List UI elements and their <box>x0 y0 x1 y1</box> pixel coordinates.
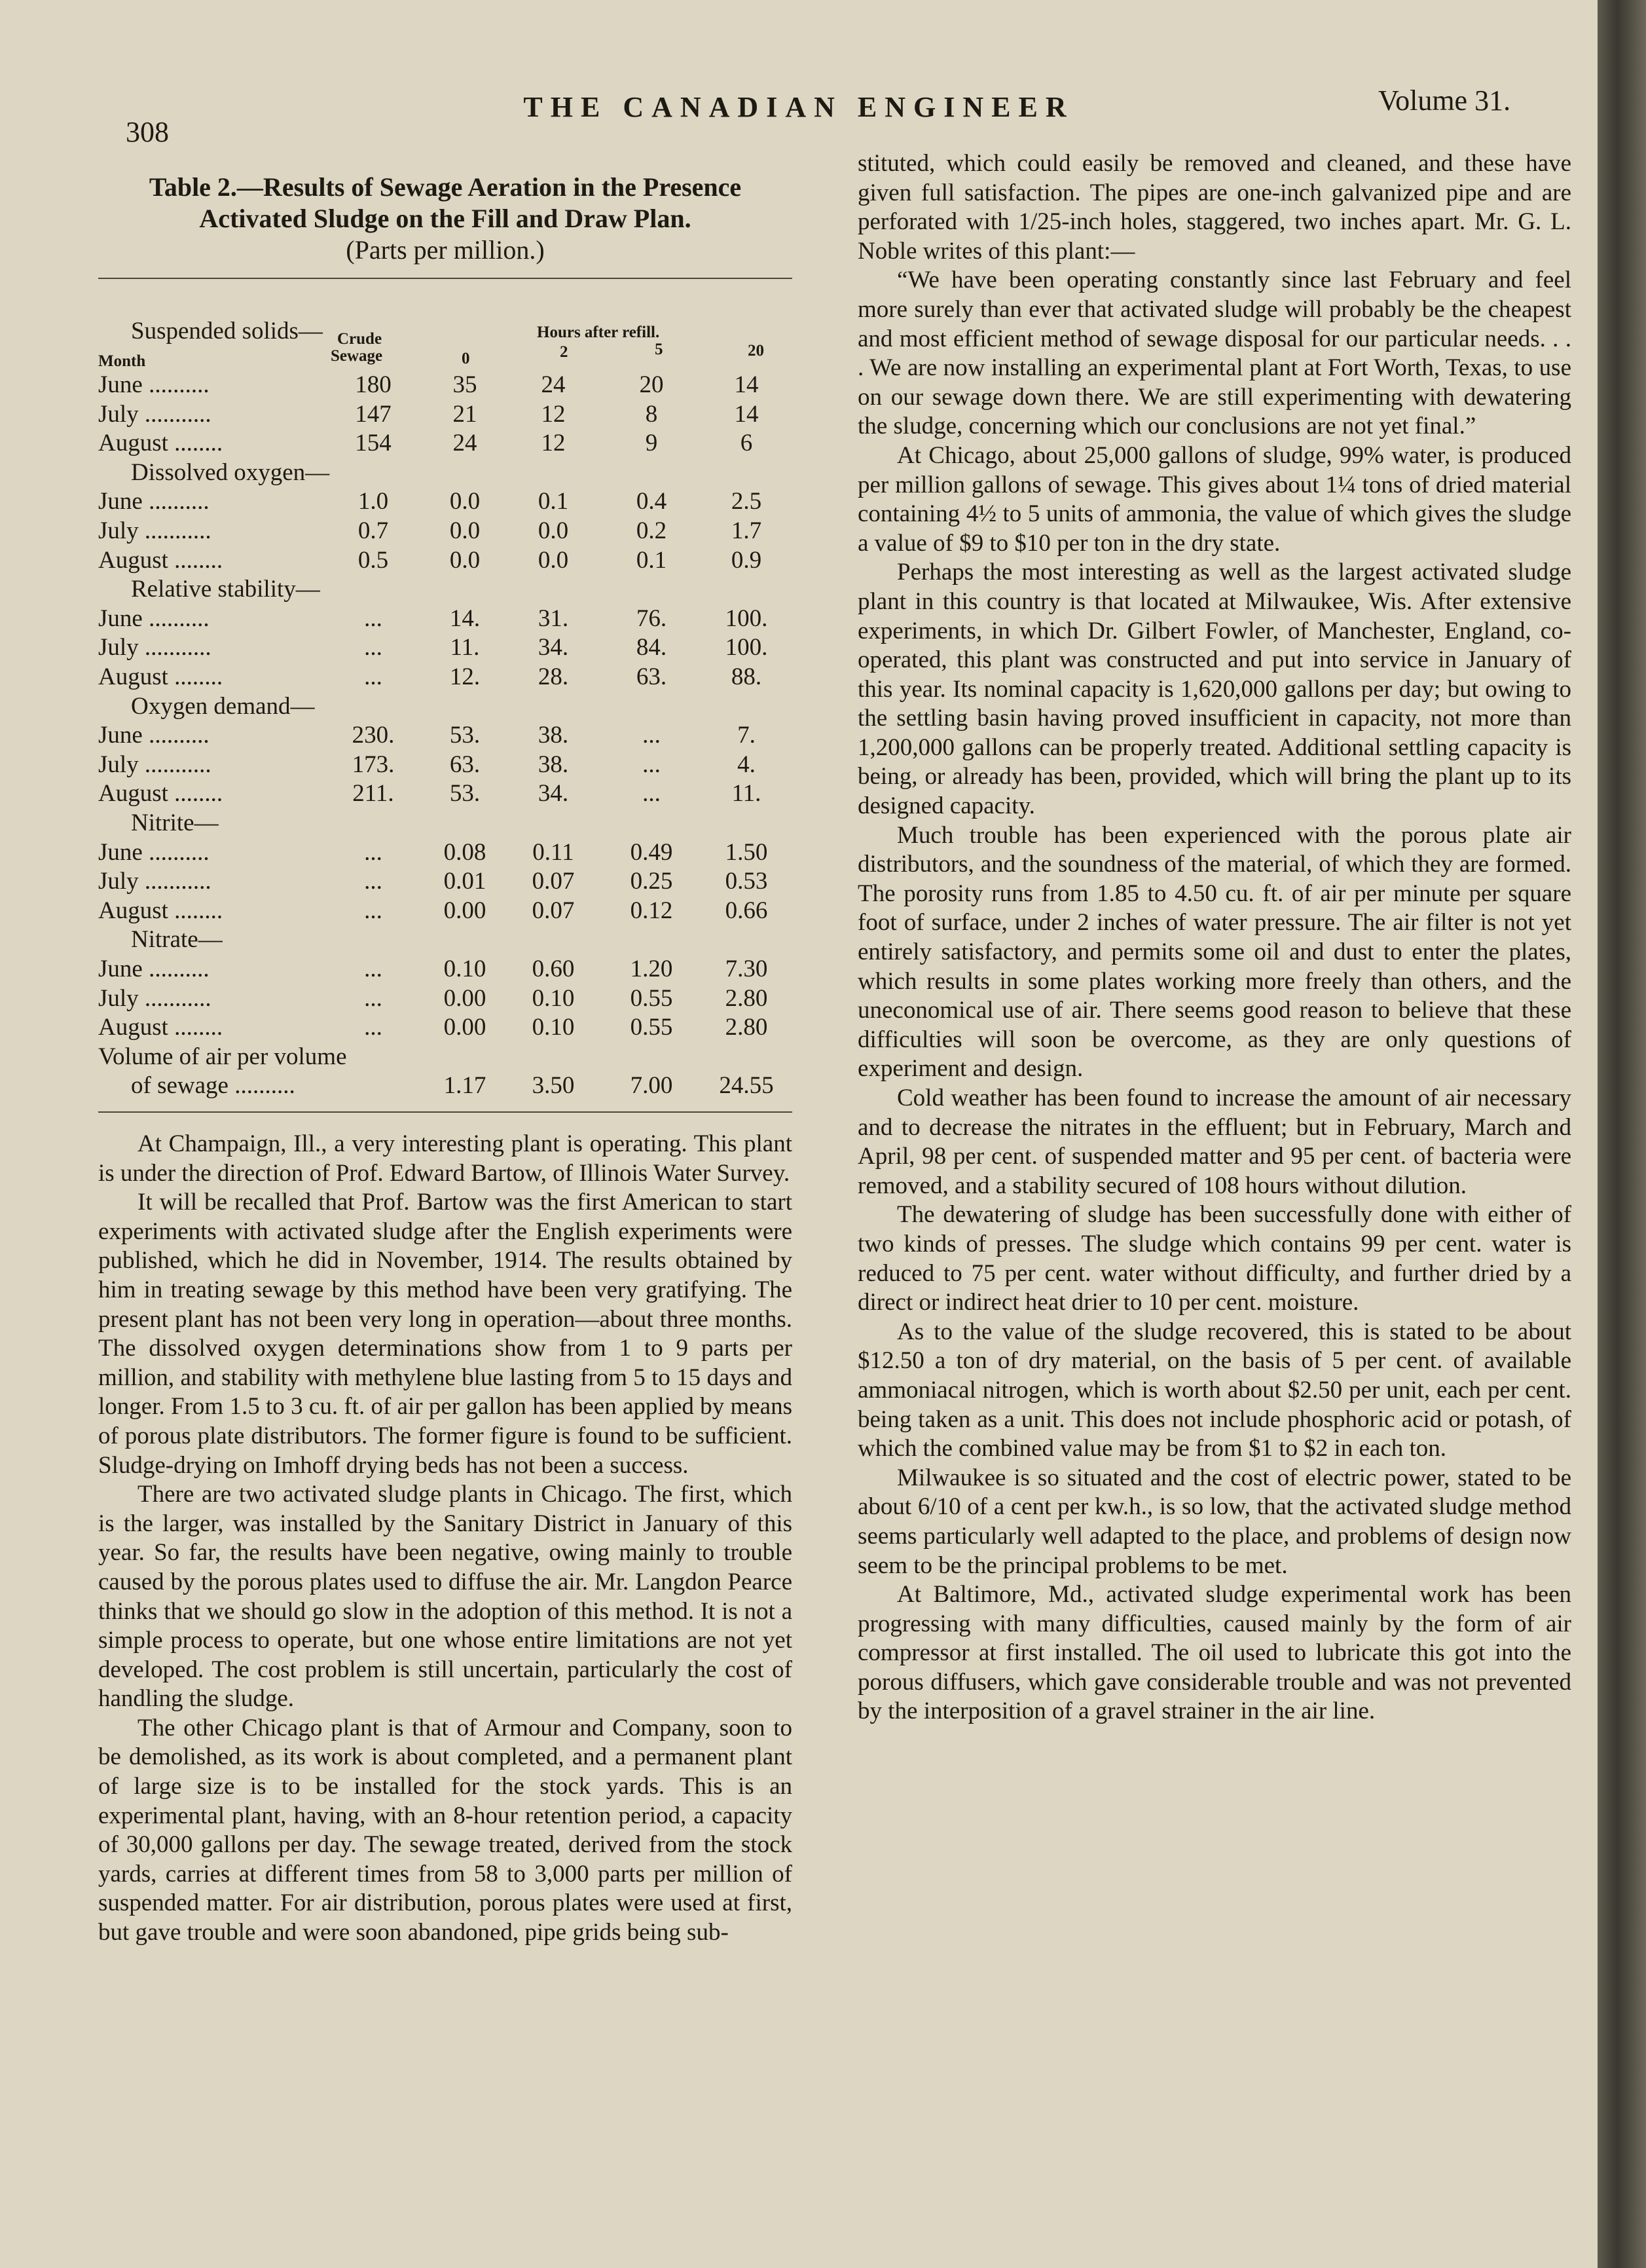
month-cell: July ........... <box>98 868 211 895</box>
right-column <box>858 149 1571 1726</box>
hour-2-cell: 31. <box>538 604 569 632</box>
hour-5-cell: 0.4 <box>636 488 667 515</box>
month-cell: July ........... <box>98 400 211 428</box>
hour-2-cell: 0.0 <box>538 546 569 574</box>
section-title <box>98 809 792 838</box>
hour-5-cell: 63. <box>636 663 667 690</box>
hour-20-cell: 0.53 <box>725 868 768 895</box>
hour-0-cell: 0.0 <box>449 546 481 574</box>
hour-20-cell: 2.5 <box>731 488 762 515</box>
table-row <box>98 429 792 458</box>
header-hour-0: 0 <box>462 350 470 367</box>
hour-0-cell: 0.00 <box>443 1014 486 1041</box>
hour-0-cell: 24 <box>452 430 477 457</box>
paragraph: The dewatering of sludge has been successfully done with either of two kinds of presses. The sludge which contains 99 per cent. water is reduced to 75 per cent. water without difficulty, and further dried by a direct or indirect heat drier to 10 per cent. moisture. <box>858 1201 1571 1316</box>
section-title-text: Oxygen demand— <box>131 692 315 720</box>
header-month: Month <box>98 352 146 370</box>
volume-label: Volume 31. <box>1378 84 1511 117</box>
hour-2-cell: 24 <box>541 371 566 398</box>
hour-0-cell: 14. <box>449 604 481 632</box>
hour-5-cell: 0.55 <box>630 984 673 1012</box>
hour-5-cell: 1.20 <box>630 956 673 982</box>
table-units: (Parts per million.) <box>346 235 545 265</box>
table-row <box>98 867 792 896</box>
hour-5-cell: ... <box>642 780 661 808</box>
hour-20-cell: 1.50 <box>725 838 768 866</box>
air-volume-label-cont: of sewage .......... <box>131 1072 295 1100</box>
header-crude: Crude <box>337 330 382 348</box>
hour-20-cell: 14 <box>734 400 759 428</box>
table-row <box>98 1013 792 1042</box>
hour-2-cell: 38. <box>538 722 569 749</box>
table-row <box>98 663 792 692</box>
hour-20-cell: 14 <box>734 371 759 398</box>
table-row <box>98 955 792 984</box>
month-cell: July ........... <box>98 751 211 778</box>
hour-5-cell: ... <box>642 751 661 778</box>
crude-sewage-cell: 230. <box>352 722 395 749</box>
hour-0-cell: 11. <box>450 634 480 661</box>
paragraph: The other Chicago plant is that of Armour and Company, soon to be demolished, as its work is about completed, and a permanent plant of large size is to be installed for the stock yards. This is an experimental plant, having, with an 8-hour retention period, a capacity of 30,000 gallons per day. The sewage treated, derived from the stock yards, carries at different times from 58 to 3,000 parts per million of suspended matter. For air distribution, porous plates were used at first, but gave trouble and were soon abandoned, pipe grids being sub- <box>98 1714 792 1946</box>
month-cell: July ........... <box>98 517 211 544</box>
hour-5-cell: 0.2 <box>636 517 667 544</box>
crude-sewage-cell: 180 <box>355 371 392 398</box>
hour-20-cell: 11. <box>731 780 761 808</box>
hour-2-cell: 3.50 <box>532 1072 575 1100</box>
hour-5-cell: 0.49 <box>630 838 673 866</box>
hour-20-cell: 7. <box>737 722 756 749</box>
hour-2-cell: 34. <box>538 634 569 661</box>
crude-sewage-cell: ... <box>364 1014 382 1041</box>
hour-20-cell: 1.7 <box>731 517 762 544</box>
hour-0-cell: 0.08 <box>443 838 486 866</box>
left-column <box>98 172 792 1100</box>
month-cell: August ........ <box>98 780 223 808</box>
crude-sewage-cell: ... <box>364 634 382 661</box>
section-title <box>98 458 792 487</box>
hour-5-cell: ... <box>642 722 661 749</box>
table-row <box>98 838 792 867</box>
table-row <box>98 779 792 808</box>
hour-0-cell: 0.00 <box>443 984 486 1012</box>
hour-5-cell: 0.25 <box>630 868 673 895</box>
left-body-text <box>98 1130 792 1948</box>
hour-0-cell: 0.10 <box>443 956 486 982</box>
table-row <box>98 517 792 546</box>
hour-20-cell: 88. <box>731 663 762 690</box>
hour-0-cell: 53. <box>449 722 481 749</box>
section-title-text: Suspended solids— <box>131 318 323 344</box>
paragraph: There are two activated sludge plants in Chicago. The first, which is the larger, was installed by the Sanitary District in January of this year. So far, the results have been negative, owing mainly to trouble caused by the porous plates used to diffuse the air. Mr. Langdon Pearce thinks that we should go slow in the adoption of this method. It is not a simple process to operate, but one whose entire limitations are not yet developed. The cost problem is still uncertain, particularly the cost of handling the sludge. <box>98 1481 792 1713</box>
hour-5-cell: 8 <box>645 400 658 428</box>
page-number: 308 <box>126 116 169 148</box>
book-gutter <box>1598 0 1646 2268</box>
paragraph: Cold weather has been found to increase the amount of air necessary and to decrease the nitrates in the effluent; but in February, March and April, 98 per cent. of suspended matter and 95 per cent. of bacteria were removed, and a stability secured of 108 hours without dilution. <box>858 1085 1571 1199</box>
hour-2-cell: 28. <box>538 663 569 690</box>
section-title-text: Nitrate— <box>131 926 223 954</box>
hour-20-cell: 100. <box>725 634 768 661</box>
crude-sewage-cell: ... <box>364 956 382 982</box>
paragraph: As to the value of the sludge recovered, this is stated to be about $12.50 a ton of dry material, on the basis of 5 per cent. of available ammoniacal nitrogen, which is worth about $2.50 per unit, each per cent. being taken as a unit. This does not include phosphoric acid or potash, of which the combined value may be from $1 to $2 in each ton. <box>858 1318 1571 1462</box>
section-title <box>98 925 792 954</box>
crude-sewage-cell: ... <box>364 868 382 895</box>
paragraph: Perhaps the most interesting as well as the largest activated sludge plant in this country is that located at Milwaukee, Wis. After extensive experiments, in which Dr. Gilbert Fowler, of Manchester, England, co-operated, this plant was constructed and put into service in January of this year. Its nominal capacity is 1,620,000 gallons per day; but owing to the settling basin having proved insufficient in capacity, not more than 1,200,000 gallons can be properly treated. Additional settling capacity is being, or already has been, provided, which will bring the plant up to its designed capacity. <box>858 559 1571 820</box>
crude-sewage-cell: ... <box>364 897 382 924</box>
air-volume-label: Volume of air per volume <box>98 1043 347 1070</box>
header-hour-2: 2 <box>560 343 568 361</box>
crude-sewage-cell: ... <box>364 984 382 1012</box>
crude-sewage-cell: ... <box>364 663 382 690</box>
quoted-paragraph: “We have been operating constantly since last February and feel more surely than ever that activated sludge will probably be the cheapest and most efficient method of sewage disposal for our particular needs. . . . We are now installing an experimental plant at Fort Worth, Texas, to use on our sewage down there. We are still experimenting with dewatering the sludge, concerning which our conclusions are not yet final.” <box>858 267 1571 440</box>
table-title-line2: Activated Sludge on the Fill and Draw Plan. <box>199 204 691 233</box>
section-title <box>98 692 792 721</box>
header-hour-5: 5 <box>655 341 663 358</box>
table-title-line1: Table 2.—Results of Sewage Aeration in the Presence <box>149 172 742 202</box>
hour-2-cell: 0.11 <box>532 838 574 866</box>
hour-0-cell: 1.17 <box>443 1072 486 1100</box>
month-cell: August ........ <box>98 546 223 574</box>
hour-20-cell: 6 <box>740 430 753 457</box>
crude-sewage-cell: 211. <box>352 780 394 808</box>
header-sewage: Sewage <box>331 347 383 365</box>
hour-20-cell: 0.66 <box>725 897 768 924</box>
table-row <box>98 371 792 400</box>
crude-sewage-cell: 0.5 <box>357 546 389 574</box>
crude-sewage-cell: 154 <box>355 430 392 457</box>
hour-20-cell: 100. <box>725 604 768 632</box>
table-row <box>98 721 792 750</box>
month-cell: August ........ <box>98 897 223 924</box>
month-cell: July ........... <box>98 634 211 661</box>
table-row <box>98 487 792 516</box>
hour-5-cell: 0.12 <box>630 897 673 924</box>
hour-20-cell: 24.55 <box>719 1072 774 1100</box>
hour-0-cell: 0.00 <box>443 897 486 924</box>
month-cell: July ........... <box>98 984 211 1012</box>
hour-0-cell: 0.0 <box>449 488 481 515</box>
crude-sewage-cell: 0.7 <box>357 517 389 544</box>
hour-2-cell: 12 <box>541 400 566 428</box>
table-row <box>98 1071 792 1100</box>
hour-0-cell: 0.0 <box>449 517 481 544</box>
hour-5-cell: 0.55 <box>630 1014 673 1041</box>
month-cell: June .......... <box>98 371 210 398</box>
paragraph: At Chicago, about 25,000 gallons of sludge, 99% water, is produced per million gallons of sewage. This gives about 1¼ tons of dried material containing 4½ to 5 units of ammonia, the value of which gives the sludge a value of $9 to $10 per ton in the dry state. <box>858 441 1571 557</box>
crude-sewage-cell: ... <box>364 604 382 632</box>
table-bottom-rule <box>98 1111 792 1113</box>
month-cell: June .......... <box>98 838 210 866</box>
table-row <box>98 751 792 779</box>
table-row <box>98 897 792 925</box>
section-title-text: Nitrite— <box>131 809 219 836</box>
hour-20-cell: 2.80 <box>725 1014 768 1041</box>
hour-0-cell: 53. <box>449 780 481 808</box>
table-caption <box>98 172 792 266</box>
table-row <box>98 400 792 429</box>
paragraph: stituted, which could easily be removed and cleaned, and these have given full satisfaction. The pipes are one-inch galvanized pipe and are perforated with 1/25-inch holes, staggered, two inches apart. Mr. G. L. Noble writes of this plant:— <box>858 150 1571 265</box>
section-title-text: Dissolved oxygen— <box>131 458 330 486</box>
results-table <box>98 279 792 1100</box>
hour-20-cell: 4. <box>737 751 756 778</box>
hour-0-cell: 21 <box>452 400 477 428</box>
month-cell: June .......... <box>98 604 210 632</box>
crude-sewage-cell: 173. <box>352 751 395 778</box>
crude-sewage-cell: ... <box>364 838 382 866</box>
month-cell: August ........ <box>98 1014 223 1041</box>
month-cell: June .......... <box>98 722 210 749</box>
hour-2-cell: 34. <box>538 780 569 808</box>
hour-20-cell: 2.80 <box>725 984 768 1012</box>
hour-2-cell: 0.10 <box>532 984 575 1012</box>
header-hours-after-refill: Hours after refill. <box>537 324 660 341</box>
section-title <box>98 317 792 346</box>
month-cell: August ........ <box>98 430 223 457</box>
hour-2-cell: 12 <box>541 430 566 457</box>
hour-5-cell: 76. <box>636 604 667 632</box>
running-header <box>0 84 1598 148</box>
paragraph: Milwaukee is so situated and the cost of electric power, stated to be about 6/10 of a cent per kw.h., is so low, that the activated sludge method seems particularly well adapted to the place, and problems of design now seem to be the principal problems to be met. <box>858 1464 1571 1579</box>
crude-sewage-cell: 1.0 <box>357 488 389 515</box>
section-title <box>98 575 792 604</box>
table-row <box>98 984 792 1013</box>
hour-2-cell: 0.0 <box>538 517 569 544</box>
hour-20-cell: 0.9 <box>731 546 762 574</box>
header-hour-20: 20 <box>748 342 764 360</box>
hour-2-cell: 0.10 <box>532 1014 575 1041</box>
hour-5-cell: 9 <box>645 430 658 457</box>
hour-2-cell: 38. <box>538 751 569 778</box>
hour-0-cell: 12. <box>449 663 481 690</box>
table-row <box>98 604 792 633</box>
table-row <box>98 546 792 575</box>
paragraph: Much trouble has been experienced with the porous plate air distributors, and the soundness of the material, of which they are formed. The porosity runs from 1.85 to 4.50 cu. ft. of air per minute per square foot of surface, under 2 inches of water pressure. The air filter is not yet entirely satisfactory, and permits some oil and dust to enter the plates, which results in some plates working more freely than others, and the uneconomical use of air. There seems good reason to believe that these difficulties will soon be overcome, as they are only questions of experiment and design. <box>858 821 1571 1083</box>
crude-sewage-cell: 147 <box>355 400 392 428</box>
month-cell: August ........ <box>98 663 223 690</box>
hour-5-cell: 0.1 <box>636 546 667 574</box>
hour-0-cell: 35 <box>452 371 477 398</box>
paragraph: It will be recalled that Prof. Bartow was the first American to start experiments with activated sludge after the English experiments were published, which he did in November, 1914. The results obtained by him in treating sewage by this method have been very gratifying. The present plant has not been very long in operation—about three months. The dissolved oxygen determinations show from 1 to 9 parts per million, and stability with methylene blue lasting from 5 to 15 days and longer. From 1.5 to 3 cu. ft. of air per gallon has been applied by means of porous plate distributors. The former figure is found to be sufficient. Sludge-drying on Imhoff drying beds has not been a success. <box>98 1189 792 1479</box>
hour-5-cell: 84. <box>636 634 667 661</box>
paragraph: At Champaign, Ill., a very interesting plant is operating. This plant is under the direction of Prof. Edward Bartow, of Illinois Water Survey. <box>98 1130 792 1187</box>
hour-0-cell: 0.01 <box>443 868 486 895</box>
journal-title: THE CANADIAN ENGINEER <box>523 91 1074 123</box>
section-title-text: Relative stability— <box>131 576 320 603</box>
paragraph: At Baltimore, Md., activated sludge experimental work has been progressing with many difficulties, caused mainly by the form of air compressor at first installed. The oil used to lubricate this got into the porous diffusers, which gave considerable trouble and was not prevented by the interposition of a gravel strainer in the air line. <box>858 1581 1571 1725</box>
hour-0-cell: 63. <box>449 751 481 778</box>
air-volume-label-row <box>98 1043 792 1071</box>
hour-20-cell: 7.30 <box>725 956 768 982</box>
month-cell: June .......... <box>98 956 210 982</box>
hour-2-cell: 0.60 <box>532 956 575 982</box>
month-cell: June .......... <box>98 488 210 515</box>
hour-2-cell: 0.07 <box>532 868 575 895</box>
hour-5-cell: 7.00 <box>630 1072 673 1100</box>
hour-2-cell: 0.1 <box>538 488 569 515</box>
hour-2-cell: 0.07 <box>532 897 575 924</box>
hour-5-cell: 20 <box>639 371 664 398</box>
table-row <box>98 633 792 662</box>
